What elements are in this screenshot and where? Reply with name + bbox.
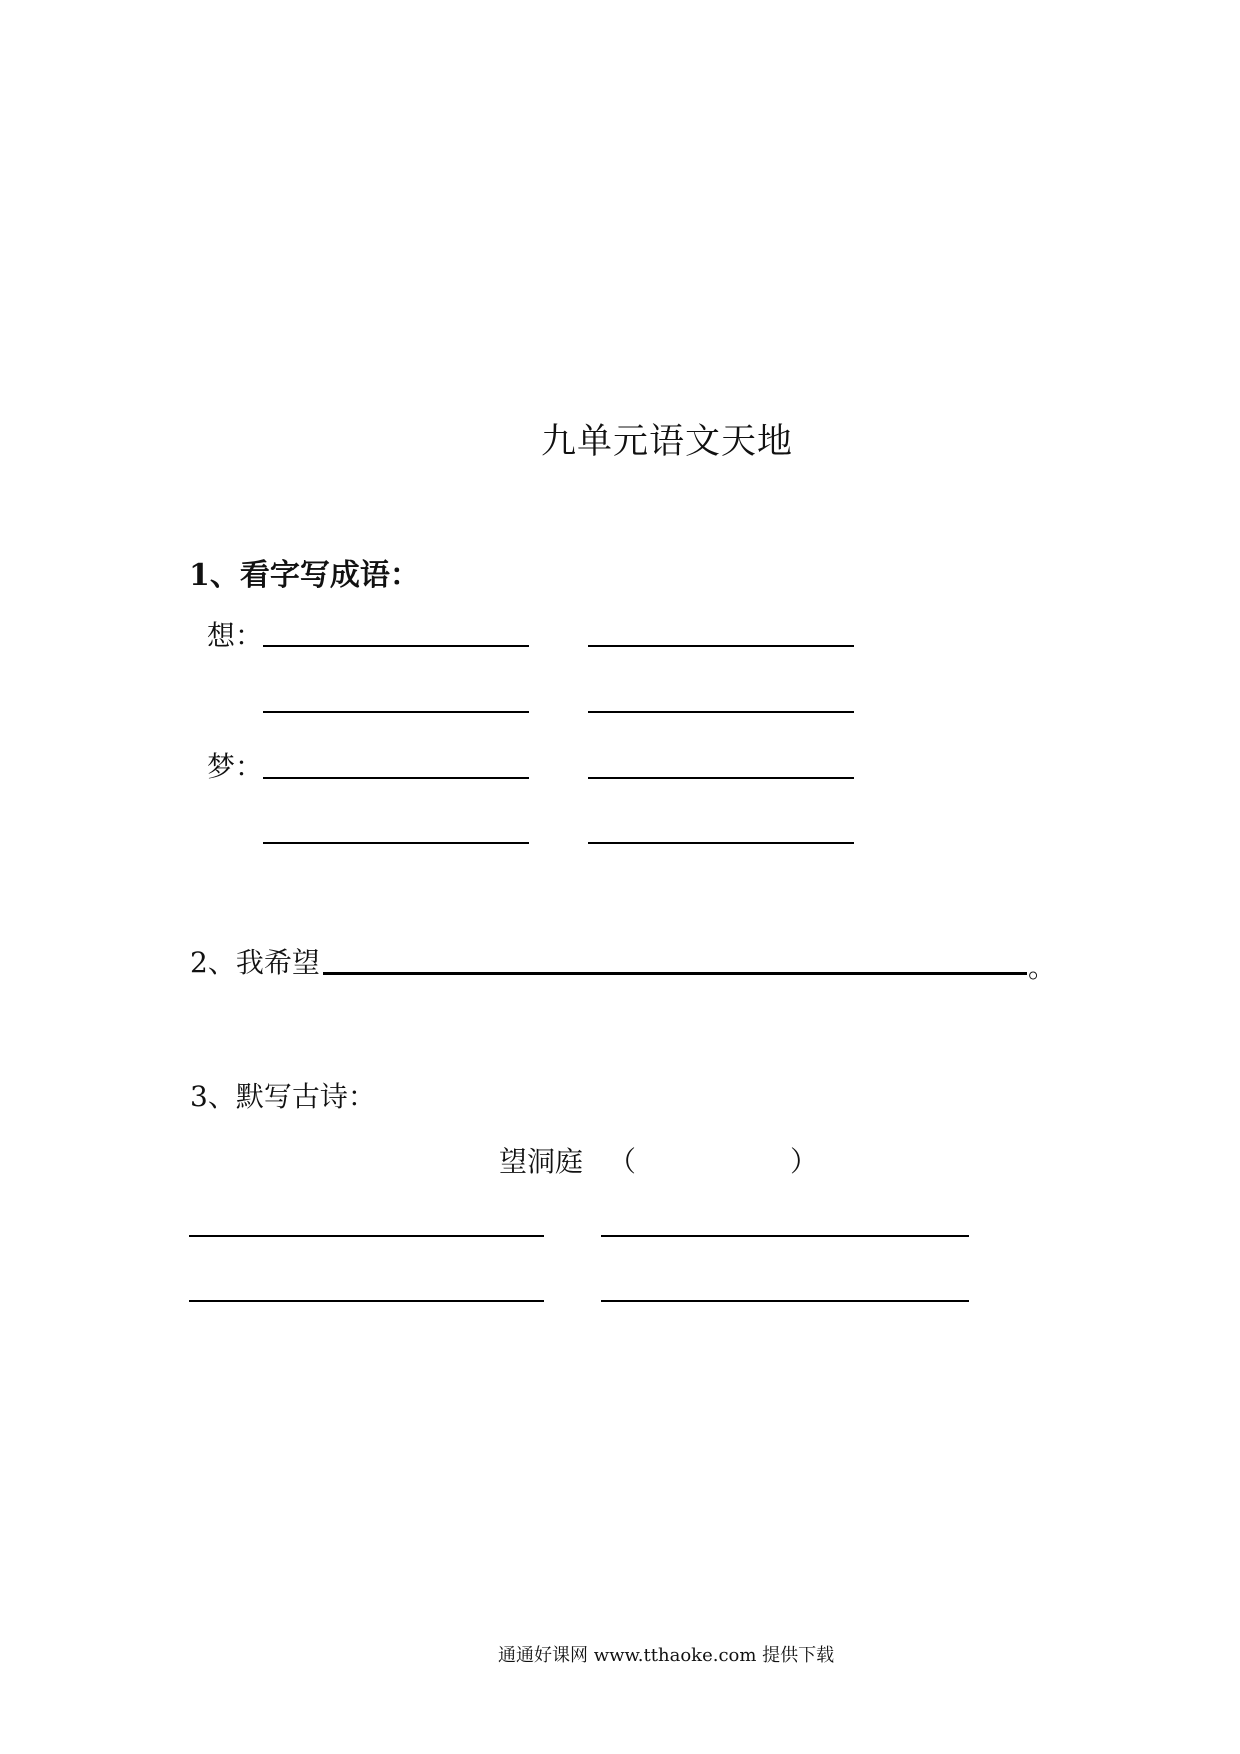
q1-heading: 1、看字写成语： (189, 558, 420, 593)
poem-author-paren-open: （ (608, 1145, 637, 1178)
q2-period: 。 (1028, 951, 1057, 984)
poem-author-blank[interactable] (640, 1172, 790, 1174)
q1-blank-2[interactable] (588, 645, 854, 647)
q3-heading: 3、默写古诗： (190, 1080, 376, 1113)
q1-blank-4[interactable] (588, 711, 854, 713)
poem-author-paren-close: ） (790, 1145, 819, 1178)
q1-blank-5[interactable] (263, 777, 529, 779)
page-title: 九单元语文天地 (541, 422, 794, 462)
q1-char-xiang: 想： (207, 619, 264, 652)
poem-line-3[interactable] (189, 1300, 544, 1302)
footer-text: 通通好课网 www.tthaoke.com 提供下载 (498, 1645, 835, 1666)
q1-blank-6[interactable] (588, 777, 854, 779)
q1-blank-7[interactable] (263, 842, 529, 844)
poem-line-4[interactable] (601, 1300, 969, 1302)
q1-char-meng: 梦： (207, 750, 264, 783)
poem-title: 望洞庭 (499, 1145, 584, 1178)
q1-blank-8[interactable] (588, 842, 854, 844)
q1-blank-1[interactable] (263, 645, 529, 647)
q2-prefix: 2、我希望 (190, 946, 320, 979)
q1-blank-3[interactable] (263, 711, 529, 713)
poem-line-2[interactable] (601, 1235, 969, 1237)
poem-line-1[interactable] (189, 1235, 544, 1237)
q2-blank[interactable] (323, 972, 1027, 975)
